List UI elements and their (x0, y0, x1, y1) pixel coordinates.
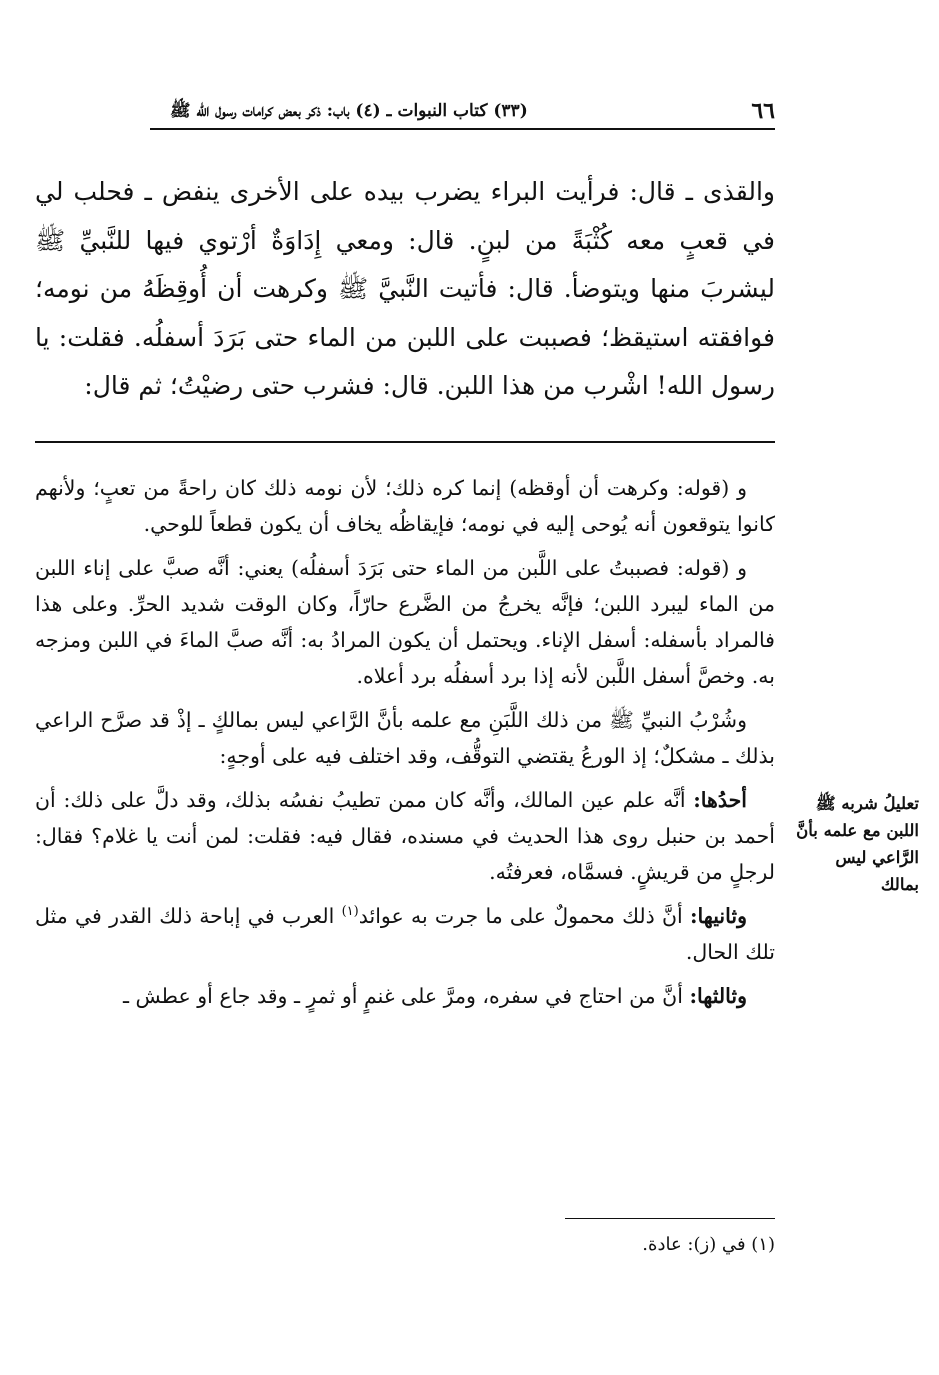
commentary-paragraph-6 (35, 978, 775, 1014)
commentary-paragraph-4 (35, 782, 775, 890)
commentary-paragraph-5 (35, 898, 775, 970)
commentary-paragraph-3: وشُرْبُ النبيِّ ﷺ من ذلك اللَّبَنِ مع علمه بأنَّ الرَّاعي ليس بمالكٍ ـ إذْ قد صرَّح الراعي بذلك ـ مشكلٌ؛ إذ الورعُ يقتضي التوقُّف، وقد اختلف فيه على أوجهٍ: (35, 708, 775, 768)
section-divider (35, 441, 775, 443)
paragraph-6-lead: وثالثها: (689, 984, 747, 1008)
footnote-divider (565, 1218, 775, 1219)
paragraph-4-lead: أحدُها: (693, 788, 747, 812)
paragraph-6-body: أنَّ من احتاج في سفره، ومرَّ على غنمٍ أو ثمرٍ ـ وقد جاع أو عطش ـ (123, 984, 690, 1008)
hadith-text: والقذى ـ قال: فرأيت البراء يضرب بيده على الأخرى ينفض ـ فحلب لي في قعبٍ معه كُثْبَةً من لبنٍ. قال: ومعي إِدَاوَةٌ أرْتوي فيها للنَّبيِّ ﷺ ليشربَ منها ويتوضأ. قال: فأتيت النَّبيَّ ﷺ وكرهت أن أُوقِظَهُ من نومه؛ فوافقته استيقظ؛ فصببت على اللبن من الماء حتى بَرَدَ أسفلُه. فقلت: يا رسول الله! اشْرب من هذا اللبن. قال: فشرب حتى رضيْتُ؛ ثم قال: (35, 177, 775, 400)
commentary-paragraph-1: و (قوله: وكرهت أن أوقظه) إنما كره ذلك؛ لأن نومه ذلك كان راحةً من تعبٍ؛ ولأنهم كانوا يتوقعون أنه يُوحى إليه في نومه؛ فإيقاظُه يخاف أن يكون قطعاً للوحي. (35, 476, 775, 536)
page-header (150, 92, 775, 130)
running-title: (٣٣) كتاب النبوات ـ (٤) باب: ذكر بعض كرامات رسول الله ﷺ (170, 101, 528, 121)
paragraph-5-lead: وثانيها: (689, 904, 747, 928)
commentary-paragraph-2: و (قوله: فصببتُ على اللَّبن من الماء حتى بَرَدَ أسفلُه) يعني: أنَّه صبَّ على إناء اللبن من الماء ليبرد اللبن؛ فإنَّه يخرجُ من الضَّرع حارّاً، وكان الوقت شديد الحرِّ. وعلى هذا فالمراد بأسفله: أسفل الإناء. ويحتمل أن يكون المرادُ به: أنَّه صبَّ الماءَ في اللبن ومزجه به. وخصَّ أسفل اللَّبن لأنه إذا برد أسفلُه برد أعلاه. (35, 556, 775, 688)
paragraph-5-body-a: أنَّ ذلك محمولٌ على ما جرت به عوائد (358, 904, 690, 928)
footnote-marker: (١) (341, 904, 359, 920)
footnote: (١) في (ز): عادة. (642, 1234, 775, 1255)
page-number: ٦٦ (751, 98, 775, 124)
commentary (35, 470, 775, 1022)
paragraph-5-body-b: العرب في إباحة ذلك القدر في مثل تلك الحال. (35, 904, 775, 964)
paragraph-4-body: أنَّه علم عين المالك، وأنَّه كان ممن تطيبُ نفسُه بذلك، وقد دلَّ على ذلك: أن أحمد بن حنبل روى هذا الحديث في مسنده، فقال فيه: فقلت: لمن أنت يا غلام؟ فقال: لرجلٍ من قريشٍ. فسمَّاه، فعرفتُه. (35, 788, 775, 884)
margin-note: تعليلُ شربه ﷺ اللبن مع علمه بأنَّ الرَّاعي ليس بمالك (796, 794, 919, 894)
